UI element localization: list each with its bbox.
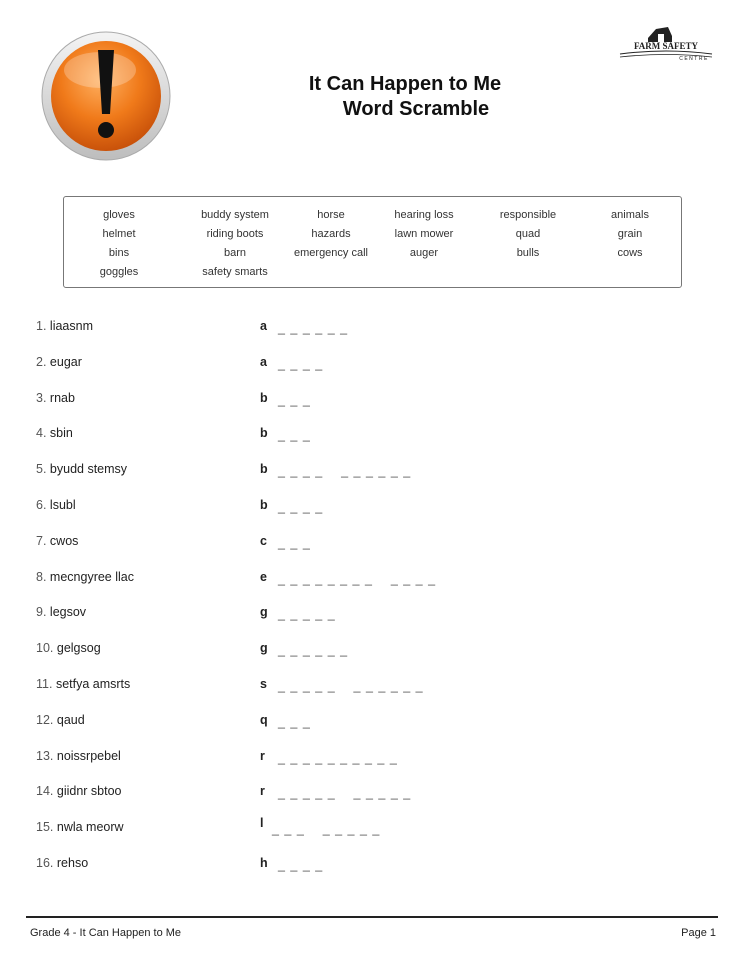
first-letter-hint: c	[260, 534, 267, 548]
word-bank-item: auger	[409, 247, 439, 259]
scrambled-word	[36, 749, 121, 763]
question-number: 6.	[36, 498, 47, 512]
scrambled-word	[36, 534, 78, 548]
answer-blanks[interactable]: _ _ _ _ _	[278, 607, 336, 621]
answer-blanks[interactable]: _ _ _ _	[278, 357, 324, 371]
scrambled-word	[36, 426, 73, 440]
scrambled-word	[36, 570, 134, 584]
first-letter-hint: e	[260, 570, 267, 584]
first-letter-hint: a	[260, 319, 267, 333]
answer-blanks[interactable]: _ _ _	[278, 393, 311, 407]
question-number: 15.	[36, 820, 54, 834]
first-letter-hint: b	[260, 426, 268, 440]
scrambled-word	[36, 355, 82, 369]
first-letter-hint: r	[260, 784, 265, 798]
page-number: Page 1	[681, 927, 716, 939]
question-number: 11.	[36, 677, 53, 691]
warning-exclamation-icon	[40, 30, 172, 162]
scrambled-word	[36, 820, 124, 834]
first-letter-hint: g	[260, 641, 268, 655]
word-bank-item: riding boots	[206, 228, 264, 240]
question-number: 3.	[36, 391, 47, 405]
word-bank-item: cows	[617, 247, 643, 259]
question-number: 7.	[36, 534, 47, 548]
question-number: 2.	[36, 355, 47, 369]
scrambled-word	[36, 713, 85, 727]
question-number: 10.	[36, 641, 54, 655]
footer-title: Grade 4 - It Can Happen to Me	[30, 927, 182, 939]
first-letter-hint: b	[260, 462, 268, 476]
scrambled-text: nwla meorw	[56, 820, 124, 834]
scrambled-text: rehso	[56, 856, 89, 870]
question-number: 16.	[36, 856, 54, 870]
scrambled-text: cwos	[49, 534, 79, 548]
answer-blanks[interactable]: _ _ _	[278, 715, 311, 729]
scrambled-text: noissrpebel	[56, 749, 121, 763]
scrambled-text: sbin	[49, 426, 73, 440]
scrambled-text: qaud	[56, 713, 85, 727]
answer-blanks[interactable]: _ _ _ _ _ _ _ _ _ _	[278, 464, 412, 478]
svg-text:CENTRE: CENTRE	[679, 56, 709, 62]
question-number: 4.	[36, 426, 47, 440]
answer-blanks[interactable]: _ _ _ _	[278, 500, 324, 514]
answer-blanks[interactable]: _ _ _ _ _ _ _ _	[272, 822, 381, 836]
question-number: 5.	[36, 462, 47, 476]
scrambled-word	[36, 641, 101, 655]
answer-blanks[interactable]: _ _ _ _ _ _ _ _ _ _	[278, 751, 398, 765]
scrambled-word	[36, 605, 86, 619]
first-letter-hint: q	[260, 713, 268, 727]
word-bank	[63, 196, 682, 288]
word-bank-item: goggles	[99, 266, 139, 278]
scrambled-text: byudd stemsy	[49, 462, 128, 476]
word-bank-item: horse	[317, 209, 345, 221]
word-bank-item: emergency call	[294, 247, 368, 259]
footer-divider	[26, 916, 718, 918]
scrambled-text: rnab	[49, 391, 75, 405]
word-bank-item: barn	[223, 247, 247, 259]
question-number: 1.	[36, 319, 47, 333]
word-bank-item: hazards	[311, 228, 351, 240]
answer-blanks[interactable]: _ _ _	[278, 536, 311, 550]
scrambled-text: liaasnm	[49, 319, 93, 333]
barn-logo-icon	[616, 24, 716, 62]
word-bank-item: bulls	[516, 247, 540, 259]
scrambled-text: gelgsog	[56, 641, 101, 655]
first-letter-hint: s	[260, 677, 267, 691]
scrambled-text: giidnr sbtoo	[56, 784, 122, 798]
word-bank-item: quad	[515, 228, 541, 240]
word-bank-item: lawn mower	[394, 228, 454, 240]
first-letter-hint: b	[260, 498, 268, 512]
scrambled-text: mecngyree llac	[49, 570, 134, 584]
answer-blanks[interactable]: _ _ _ _ _ _ _ _ _ _ _	[278, 679, 424, 693]
answer-blanks[interactable]: _ _ _	[278, 428, 311, 442]
scrambled-text: setfya amsrts	[55, 677, 131, 691]
question-number: 9.	[36, 605, 47, 619]
scrambled-word	[36, 856, 88, 870]
scrambled-text: legsov	[49, 605, 87, 619]
word-bank-item: helmet	[102, 228, 136, 240]
word-bank-item: gloves	[103, 209, 135, 221]
word-bank-item: responsible	[499, 209, 557, 221]
word-bank-item: hearing loss	[394, 209, 454, 221]
word-bank-item: animals	[611, 209, 649, 221]
scrambled-word	[36, 677, 130, 691]
scrambled-text: lsubl	[49, 498, 76, 512]
first-letter-hint: g	[260, 605, 268, 619]
scrambled-text: eugar	[49, 355, 82, 369]
answer-blanks[interactable]: _ _ _ _ _ _	[278, 321, 349, 335]
word-bank-item: buddy system	[201, 209, 269, 221]
first-letter-hint: b	[260, 391, 268, 405]
answer-blanks[interactable]: _ _ _ _ _ _ _ _ _ _	[278, 786, 412, 800]
farm-safety-centre-logo	[616, 24, 716, 62]
word-bank-item: bins	[108, 247, 130, 259]
question-number: 8.	[36, 570, 47, 584]
scrambled-word	[36, 391, 75, 405]
first-letter-hint: l	[260, 816, 264, 830]
first-letter-hint: h	[260, 856, 268, 870]
answer-blanks[interactable]: _ _ _ _ _ _	[278, 643, 349, 657]
word-bank-item: safety smarts	[202, 266, 268, 278]
first-letter-hint: a	[260, 355, 267, 369]
scrambled-word	[36, 462, 127, 476]
scrambled-word	[36, 498, 76, 512]
question-number: 12.	[36, 713, 54, 727]
page-title	[260, 72, 550, 122]
answer-blanks[interactable]: _ _ _ _ _ _ _ _ _ _ _ _	[278, 572, 437, 586]
title-line-2: Word Scramble	[342, 98, 490, 120]
scrambled-word	[36, 784, 122, 798]
answer-blanks[interactable]: _ _ _ _	[278, 858, 324, 872]
scrambled-word	[36, 319, 93, 333]
word-bank-item: grain	[617, 228, 643, 240]
title-line-1: It Can Happen to Me	[308, 73, 502, 95]
question-number: 14.	[36, 784, 54, 798]
first-letter-hint: r	[260, 749, 265, 763]
question-number: 13.	[36, 749, 54, 763]
svg-text:FARM SAFETY: FARM SAFETY	[633, 41, 699, 51]
